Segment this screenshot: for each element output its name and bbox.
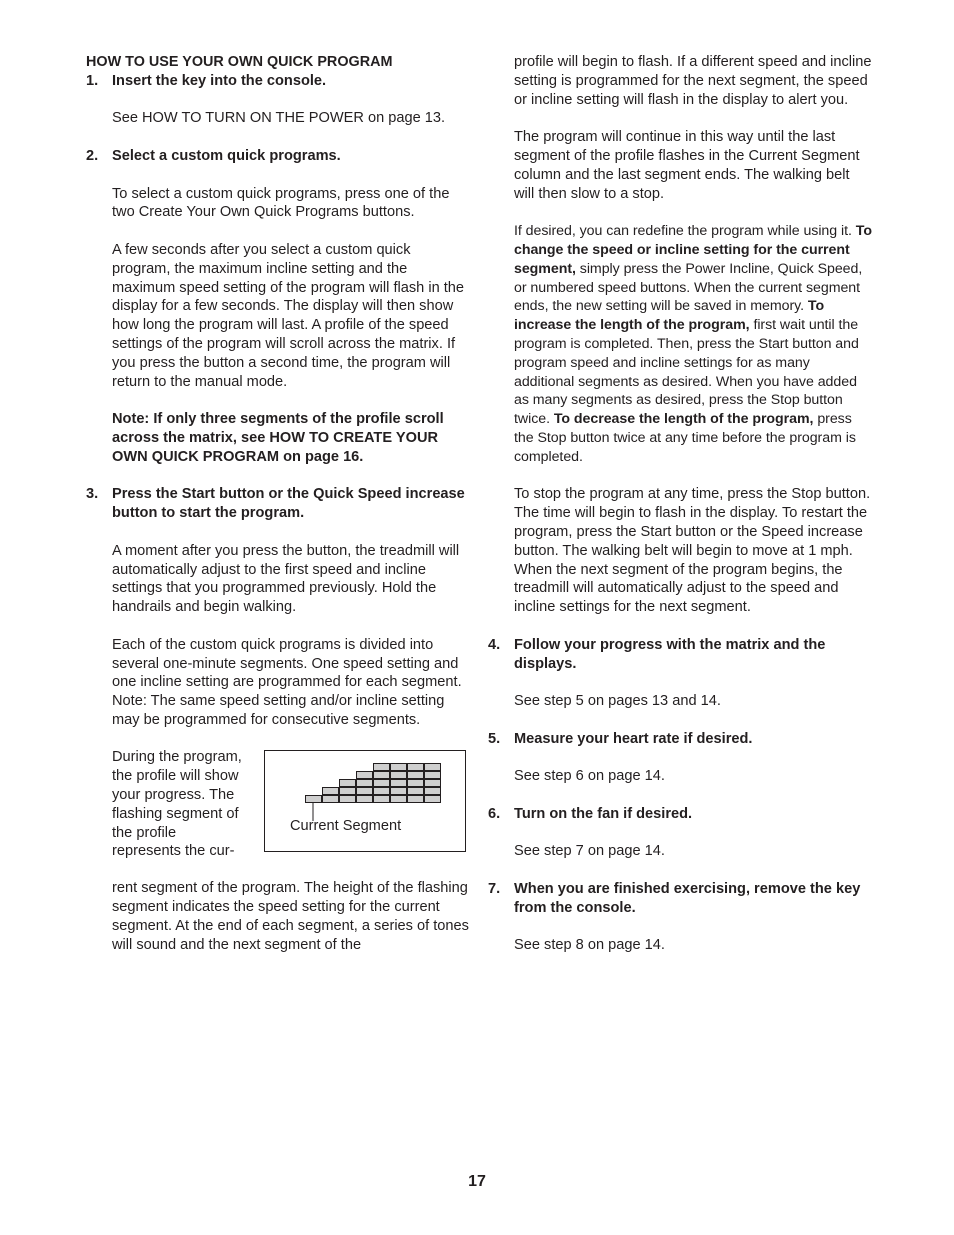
matrix-cell-col8-row4 xyxy=(425,772,441,779)
matrix-cell-col5-row5 xyxy=(374,764,390,771)
step-6-heading: 6. Turn on the fan if desired. xyxy=(488,805,693,822)
step-2-paragraph-1: To select a custom quick programs, press one of the two Create Your Own Quick Programs buttons. xyxy=(112,185,450,221)
matrix-cell-col4-row1 xyxy=(357,796,373,803)
matrix-cell-col7-row5 xyxy=(408,764,424,771)
step-3-paragraph-1: A moment after you press the button, the treadmill will automatically adjust to the first speed and incline settings that you programmed previously. Hold the handrails and begin walking. xyxy=(112,542,460,616)
matrix-cell-col6-row2 xyxy=(391,788,407,795)
matrix-cell-col3-row2 xyxy=(340,788,356,795)
step-6-number: 6. xyxy=(488,805,501,822)
step-6-text: See step 7 on page 14. xyxy=(514,843,665,860)
matrix-cell-col6-row1 xyxy=(391,796,407,803)
step-4-heading: 4. Follow your progress with the matrix and the displays. xyxy=(488,636,826,672)
step-2-note: Note: If only three segments of the profile scroll across the matrix, see HOW TO CREATE YOUR OWN QUICK PROGRAM on page 16. xyxy=(112,411,444,465)
profile-matrix-graphic xyxy=(265,751,465,851)
matrix-cell-col4-row3 xyxy=(357,780,373,787)
matrix-cell-col2-row2 xyxy=(323,788,339,795)
matrix-cell-col8-row3 xyxy=(425,780,441,787)
right-paragraph-3: If desired, you can redefine the program while using it. To change the speed or incline setting for the current segment, simply press the Power Incline, Quick Speed, or numbered speed buttons. When the current segment ends, the new setting will be saved in memory. To increase the length of the program, first wait until the program is completed. Then, press the Start button and program speed and incline settings for as many additional segments as desired. When you have added as many segments as desired, press the Stop button twice. To decrease the length of the program, press the Stop button twice at any time before the program is completed. xyxy=(514,223,872,465)
matrix-cell-col2-row1 xyxy=(323,796,339,803)
section-title: HOW TO USE YOUR OWN QUICK PROGRAM xyxy=(86,54,393,70)
step-3-heading: 3. Press the Start button or the Quick Speed increase button to start the program. xyxy=(86,486,465,522)
page-number: 17 xyxy=(468,1173,486,1190)
step-7-number: 7. xyxy=(488,881,501,898)
right-paragraph-4: To stop the program at any time, press the Stop button. The time will begin to flash in the display. To restart the program, press the Start button or the Speed increase button. The walking belt will begin to move at 1 mph. When the next segment of the program begins, the treadmill will automatically adjust to the speed and incline settings for the next segment. xyxy=(514,486,871,616)
step-3-paragraph-2: Each of the custom quick programs is divided into several one-minute segments. One speed setting and one incline setting are programmed for each segment. Note: The same speed setting and/or incline setting may be programmed for consecutive segments. xyxy=(112,636,462,728)
left-column xyxy=(86,53,471,955)
step-5-text: See step 6 on page 14. xyxy=(514,768,665,785)
matrix-cell-col5-row1 xyxy=(374,796,390,803)
step-4-number: 4. xyxy=(488,636,501,653)
matrix-cell-col7-row2 xyxy=(408,788,424,795)
matrix-cell-col6-row3 xyxy=(391,780,407,787)
matrix-cell-col1-row1 xyxy=(306,796,322,803)
step-3-number: 3. xyxy=(86,486,99,503)
right-paragraph-2: The program will continue in this way until the last segment of the profile flashes in the Current Segment column and the last segment ends. The walking belt will then slow to a stop. xyxy=(514,129,860,202)
right-column xyxy=(488,53,873,955)
profile-matrix-diagram xyxy=(264,750,466,852)
step-4-text: See step 5 on pages 13 and 14. xyxy=(514,693,721,710)
step-7-heading: 7. When you are finished exercising, remove the key from the console. xyxy=(488,881,861,916)
step-1-number: 1. xyxy=(86,72,99,89)
step-1-heading: 1. Insert the key into the console. xyxy=(86,72,327,89)
matrix-cell-col3-row3 xyxy=(340,780,356,787)
matrix-cell-col8-row5 xyxy=(425,764,441,771)
step-5-number: 5. xyxy=(488,730,501,747)
step-3-paragraph-3-continued: rent segment of the program. The height of the flashing segment indicates the speed setting for the current segment. At the end of each segment, a series of tones will sound and the next segment of the xyxy=(112,880,469,953)
matrix-cell-col7-row1 xyxy=(408,796,424,803)
right-paragraph-1: profile will begin to flash. If a different speed and incline setting is programmed for the next segment, the speed or incline setting will flash in the display to alert you. xyxy=(514,54,872,108)
current-segment-label: Current Segment xyxy=(290,818,402,835)
matrix-cell-col5-row2 xyxy=(374,788,390,795)
step-2-number: 2. xyxy=(86,147,99,164)
matrix-cell-col7-row3 xyxy=(408,780,424,787)
step-2-paragraph-2: A few seconds after you select a custom quick program, the maximum incline setting and the maximum speed setting of the program will flash in the display for a few seconds. The display will then show how long the program will last. A profile of the speed settings of the program will scroll across the matrix. If you press the button a second time, the program will return to the manual mode. xyxy=(112,241,465,390)
matrix-cell-col5-row4 xyxy=(374,772,390,779)
matrix-cell-col8-row1 xyxy=(425,796,441,803)
step-5-heading: 5. Measure your heart rate if desired. xyxy=(488,730,753,747)
matrix-cell-col7-row4 xyxy=(408,772,424,779)
matrix-cell-col6-row4 xyxy=(391,772,407,779)
matrix-cell-col4-row2 xyxy=(357,788,373,795)
matrix-cell-col6-row5 xyxy=(391,764,407,771)
step-2-heading: 2. Select a custom quick programs. xyxy=(86,147,341,164)
matrix-cell-col5-row3 xyxy=(374,780,390,787)
matrix-cell-col8-row2 xyxy=(425,788,441,795)
step-7-text: See step 8 on page 14. xyxy=(514,937,665,954)
step-1-text: See HOW TO TURN ON THE POWER on page 13. xyxy=(112,110,446,127)
profile-figure-block xyxy=(112,748,471,879)
matrix-cell-col3-row1 xyxy=(340,796,356,803)
matrix-cell-col4-row4 xyxy=(357,772,373,779)
step-3-paragraph-3-wrap: During the program, the profile will show your progress. The flashing segment of the profile represents the cur- xyxy=(112,749,242,860)
